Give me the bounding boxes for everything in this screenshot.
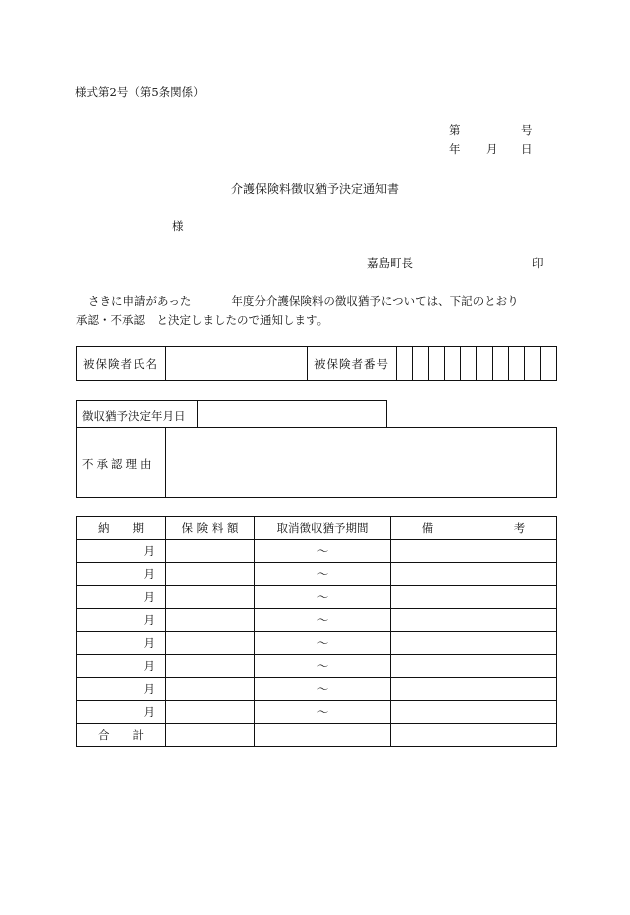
premium-cell[interactable] — [166, 701, 255, 724]
table-row — [77, 632, 557, 655]
doc-number-suffix: 号 — [521, 123, 533, 137]
insured-name-label: 被保険者氏名 — [77, 347, 166, 381]
month-cell: 月 — [77, 655, 166, 678]
doc-number-prefix: 第 — [449, 123, 461, 137]
insured-info-table — [76, 346, 557, 381]
header-due-date: 納 期 — [77, 517, 166, 540]
divider — [165, 428, 166, 497]
total-premium-cell[interactable] — [166, 724, 255, 747]
remarks-cell[interactable] — [391, 701, 557, 724]
remarks-cell[interactable] — [391, 609, 557, 632]
reject-reason-label: 不承認理由 — [82, 457, 155, 471]
seal-mark: 印 — [532, 256, 544, 270]
header-remarks: 備 考 — [391, 517, 557, 540]
table-row — [77, 540, 557, 563]
body-line-2: 承認・不承認 と決定しましたので通知します。 — [76, 313, 329, 327]
period-cell: ～ — [255, 678, 391, 701]
premium-cell[interactable] — [166, 609, 255, 632]
table-row — [77, 563, 557, 586]
table-row — [77, 609, 557, 632]
doc-date-day: 日 — [521, 142, 533, 156]
period-cell: ～ — [255, 655, 391, 678]
table-row — [77, 678, 557, 701]
premium-cell[interactable] — [166, 540, 255, 563]
insured-name-field[interactable] — [166, 347, 308, 381]
month-cell: 月 — [77, 609, 166, 632]
period-cell: ～ — [255, 701, 391, 724]
insured-number-digit[interactable] — [525, 347, 541, 381]
period-cell: ～ — [255, 609, 391, 632]
table-row — [77, 701, 557, 724]
remarks-cell[interactable] — [391, 586, 557, 609]
header-cancel-period: 取消徴収猶予期間 — [255, 517, 391, 540]
insured-number-label: 被保険者番号 — [308, 347, 397, 381]
period-cell: ～ — [255, 586, 391, 609]
total-row — [77, 724, 557, 747]
body-line-1-end: 年度分介護保険料の徴収猶予については、下記のとおり — [231, 294, 519, 308]
month-cell: 月 — [77, 701, 166, 724]
total-remarks-cell[interactable] — [391, 724, 557, 747]
decision-date-box — [76, 400, 387, 427]
issuer-name: 嘉島町長 — [367, 256, 413, 270]
month-cell: 月 — [77, 632, 166, 655]
month-cell: 月 — [77, 540, 166, 563]
premium-cell[interactable] — [166, 655, 255, 678]
body-line-1-start: さきに申請があった — [88, 294, 192, 308]
doc-date-year: 年 — [449, 142, 461, 156]
total-period-cell[interactable] — [255, 724, 391, 747]
insured-number-digit[interactable] — [493, 347, 509, 381]
form-number-label: 様式第2号（第5条関係） — [75, 85, 205, 99]
header-premium-amount: 保 険 料 額 — [166, 517, 255, 540]
remarks-cell[interactable] — [391, 540, 557, 563]
insured-number-digit[interactable] — [461, 347, 477, 381]
insured-number-digit[interactable] — [541, 347, 557, 381]
insured-number-digit[interactable] — [413, 347, 429, 381]
period-cell: ～ — [255, 540, 391, 563]
insured-number-digit[interactable] — [445, 347, 461, 381]
premium-cell[interactable] — [166, 678, 255, 701]
document-title: 介護保険料徴収猶予決定通知書 — [230, 182, 399, 196]
month-cell: 月 — [77, 678, 166, 701]
table-row — [77, 655, 557, 678]
period-cell: ～ — [255, 632, 391, 655]
addressee-honorific: 様 — [172, 219, 184, 233]
month-cell: 月 — [77, 563, 166, 586]
remarks-cell[interactable] — [391, 563, 557, 586]
reject-reason-box[interactable] — [76, 427, 557, 498]
divider — [197, 401, 198, 427]
remarks-cell[interactable] — [391, 632, 557, 655]
insured-number-digit[interactable] — [429, 347, 445, 381]
table-row — [77, 586, 557, 609]
insured-number-digit[interactable] — [397, 347, 413, 381]
table-header-row — [77, 517, 557, 540]
body-line-1 — [76, 293, 519, 309]
decision-date-label: 徴収猶予決定年月日 — [82, 409, 186, 423]
periods-table — [76, 516, 557, 747]
remarks-cell[interactable] — [391, 655, 557, 678]
premium-cell[interactable] — [166, 563, 255, 586]
insured-number-digit[interactable] — [477, 347, 493, 381]
insured-number-digit[interactable] — [509, 347, 525, 381]
total-label: 合 計 — [77, 724, 166, 747]
premium-cell[interactable] — [166, 632, 255, 655]
month-cell: 月 — [77, 586, 166, 609]
doc-date-month: 月 — [486, 142, 498, 156]
remarks-cell[interactable] — [391, 678, 557, 701]
premium-cell[interactable] — [166, 586, 255, 609]
period-cell: ～ — [255, 563, 391, 586]
